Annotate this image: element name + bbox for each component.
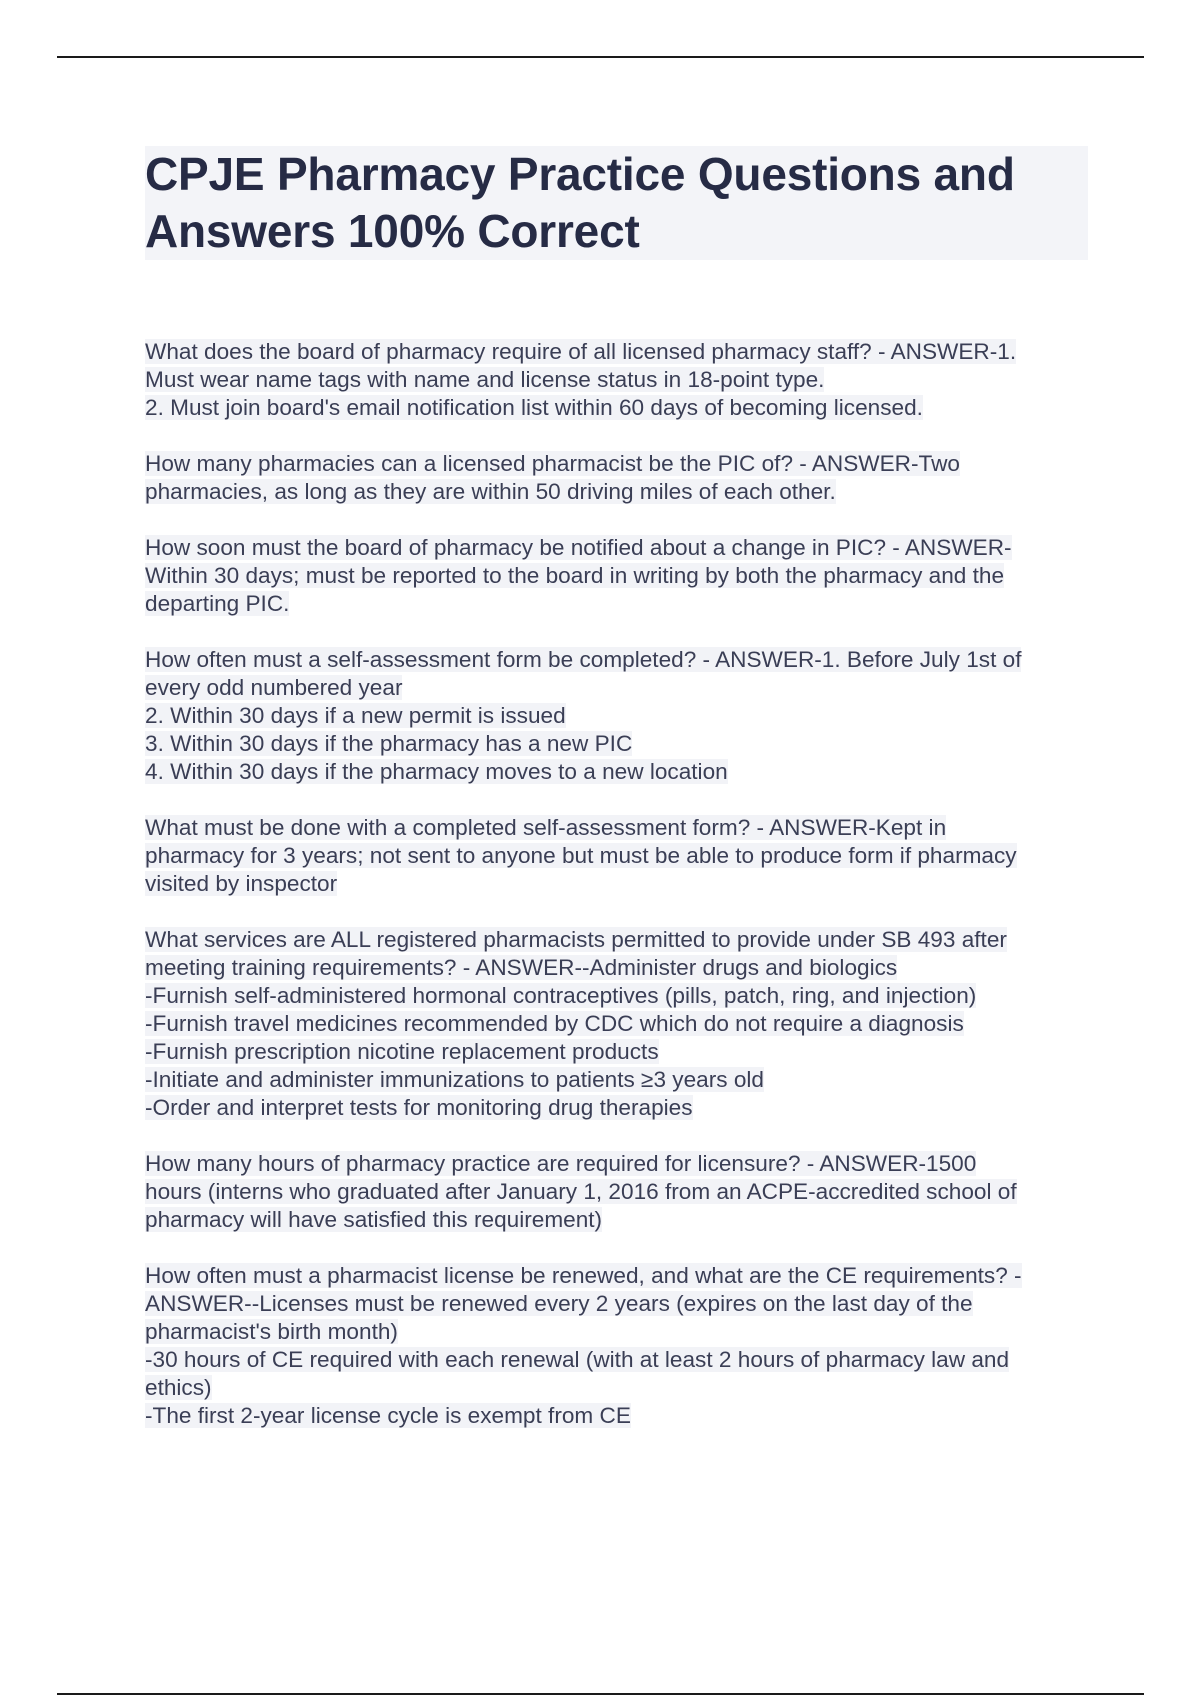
qa-line: 2. Within 30 days if a new permit is issued (145, 703, 566, 728)
qa-item (145, 814, 1095, 898)
qa-line: How many pharmacies can a licensed pharmacist be the PIC of? - ANSWER-Two (145, 451, 960, 476)
qa-line-row (145, 478, 1095, 506)
qa-line-row (145, 1346, 1095, 1374)
qa-line: hours (interns who graduated after January 1, 2016 from an ACPE-accredited school of (145, 1179, 1017, 1204)
qa-line: -Furnish self-administered hormonal contraceptives (pills, patch, ring, and injection) (145, 983, 977, 1008)
title-block (145, 146, 1088, 260)
qa-item (145, 1262, 1095, 1430)
qa-line-row (145, 1402, 1095, 1430)
qa-item (145, 338, 1095, 422)
qa-item (145, 534, 1095, 618)
qa-line-row (145, 674, 1095, 702)
qa-line-row (145, 870, 1095, 898)
qa-line-row (145, 646, 1095, 674)
qa-line: -Order and interpret tests for monitoring drug therapies (145, 1095, 693, 1120)
qa-item (145, 450, 1095, 506)
qa-line-row (145, 562, 1095, 590)
qa-line: Within 30 days; must be reported to the board in writing by both the pharmacy and the (145, 563, 1005, 588)
qa-line-row (145, 1066, 1095, 1094)
qa-line-row (145, 1290, 1095, 1318)
qa-line: 2. Must join board's email notification list within 60 days of becoming licensed. (145, 395, 923, 420)
qa-line: ethics) (145, 1375, 212, 1400)
qa-line: -30 hours of CE required with each renewal (with at least 2 hours of pharmacy law and (145, 1347, 1010, 1372)
qa-item (145, 1150, 1095, 1234)
title-line: Answers 100% Correct (145, 205, 640, 257)
qa-list (145, 338, 1095, 1458)
qa-line-row (145, 366, 1095, 394)
qa-item (145, 646, 1095, 786)
qa-item (145, 926, 1095, 1122)
qa-line-row (145, 1094, 1095, 1122)
qa-line: What services are ALL registered pharmacists permitted to provide under SB 493 after (145, 927, 1007, 952)
bottom-rule (57, 1693, 1144, 1695)
qa-line: How many hours of pharmacy practice are required for licensure? - ANSWER-1500 (145, 1151, 977, 1176)
qa-line-row (145, 702, 1095, 730)
qa-line-row (145, 394, 1095, 422)
qa-line: 4. Within 30 days if the pharmacy moves to a new location (145, 759, 728, 784)
title-line: CPJE Pharmacy Practice Questions and (145, 148, 1015, 200)
qa-line-row (145, 1150, 1095, 1178)
qa-line: What must be done with a completed self-assessment form? - ANSWER-Kept in (145, 815, 947, 840)
top-rule (57, 56, 1144, 58)
qa-line-row (145, 534, 1095, 562)
qa-line-row (145, 338, 1095, 366)
qa-line-row (145, 590, 1095, 618)
qa-line: departing PIC. (145, 591, 290, 616)
qa-line: visited by inspector (145, 871, 338, 896)
qa-line: 3. Within 30 days if the pharmacy has a new PIC (145, 731, 633, 756)
qa-line-row (145, 1262, 1095, 1290)
qa-line-row (145, 842, 1095, 870)
qa-line: -Initiate and administer immunizations to patients ≥3 years old (145, 1067, 764, 1092)
qa-line: pharmacies, as long as they are within 50 driving miles of each other. (145, 479, 836, 504)
qa-line: Must wear name tags with name and license status in 18-point type. (145, 367, 825, 392)
document-title (145, 146, 1088, 260)
qa-line-row (145, 814, 1095, 842)
qa-line: How soon must the board of pharmacy be notified about a change in PIC? - ANSWER- (145, 535, 1012, 560)
qa-line: How often must a self-assessment form be completed? - ANSWER-1. Before July 1st of (145, 647, 1022, 672)
qa-line-row (145, 1178, 1095, 1206)
qa-line-row (145, 1374, 1095, 1402)
qa-line-row (145, 1010, 1095, 1038)
qa-line: ANSWER--Licenses must be renewed every 2 years (expires on the last day of the (145, 1291, 973, 1316)
qa-line-row (145, 450, 1095, 478)
qa-line-row (145, 926, 1095, 954)
qa-line-row (145, 758, 1095, 786)
qa-line: What does the board of pharmacy require of all licensed pharmacy staff? - ANSWER-1. (145, 339, 1017, 364)
qa-line-row (145, 982, 1095, 1010)
qa-line-row (145, 730, 1095, 758)
qa-line: pharmacy for 3 years; not sent to anyone but must be able to produce form if pharmacy (145, 843, 1017, 868)
qa-line: pharmacy will have satisfied this requirement) (145, 1207, 603, 1232)
qa-line: -Furnish travel medicines recommended by CDC which do not require a diagnosis (145, 1011, 964, 1036)
qa-line-row (145, 1038, 1095, 1066)
qa-line: meeting training requirements? - ANSWER--Administer drugs and biologics (145, 955, 898, 980)
qa-line-row (145, 1318, 1095, 1346)
qa-line: every odd numbered year (145, 675, 403, 700)
qa-line-row (145, 1206, 1095, 1234)
qa-line: pharmacist's birth month) (145, 1319, 398, 1344)
qa-line: How often must a pharmacist license be renewed, and what are the CE requirements? - (145, 1263, 1022, 1288)
qa-line-row (145, 954, 1095, 982)
qa-line: -Furnish prescription nicotine replacement products (145, 1039, 659, 1064)
qa-line: -The first 2-year license cycle is exempt from CE (145, 1403, 631, 1428)
